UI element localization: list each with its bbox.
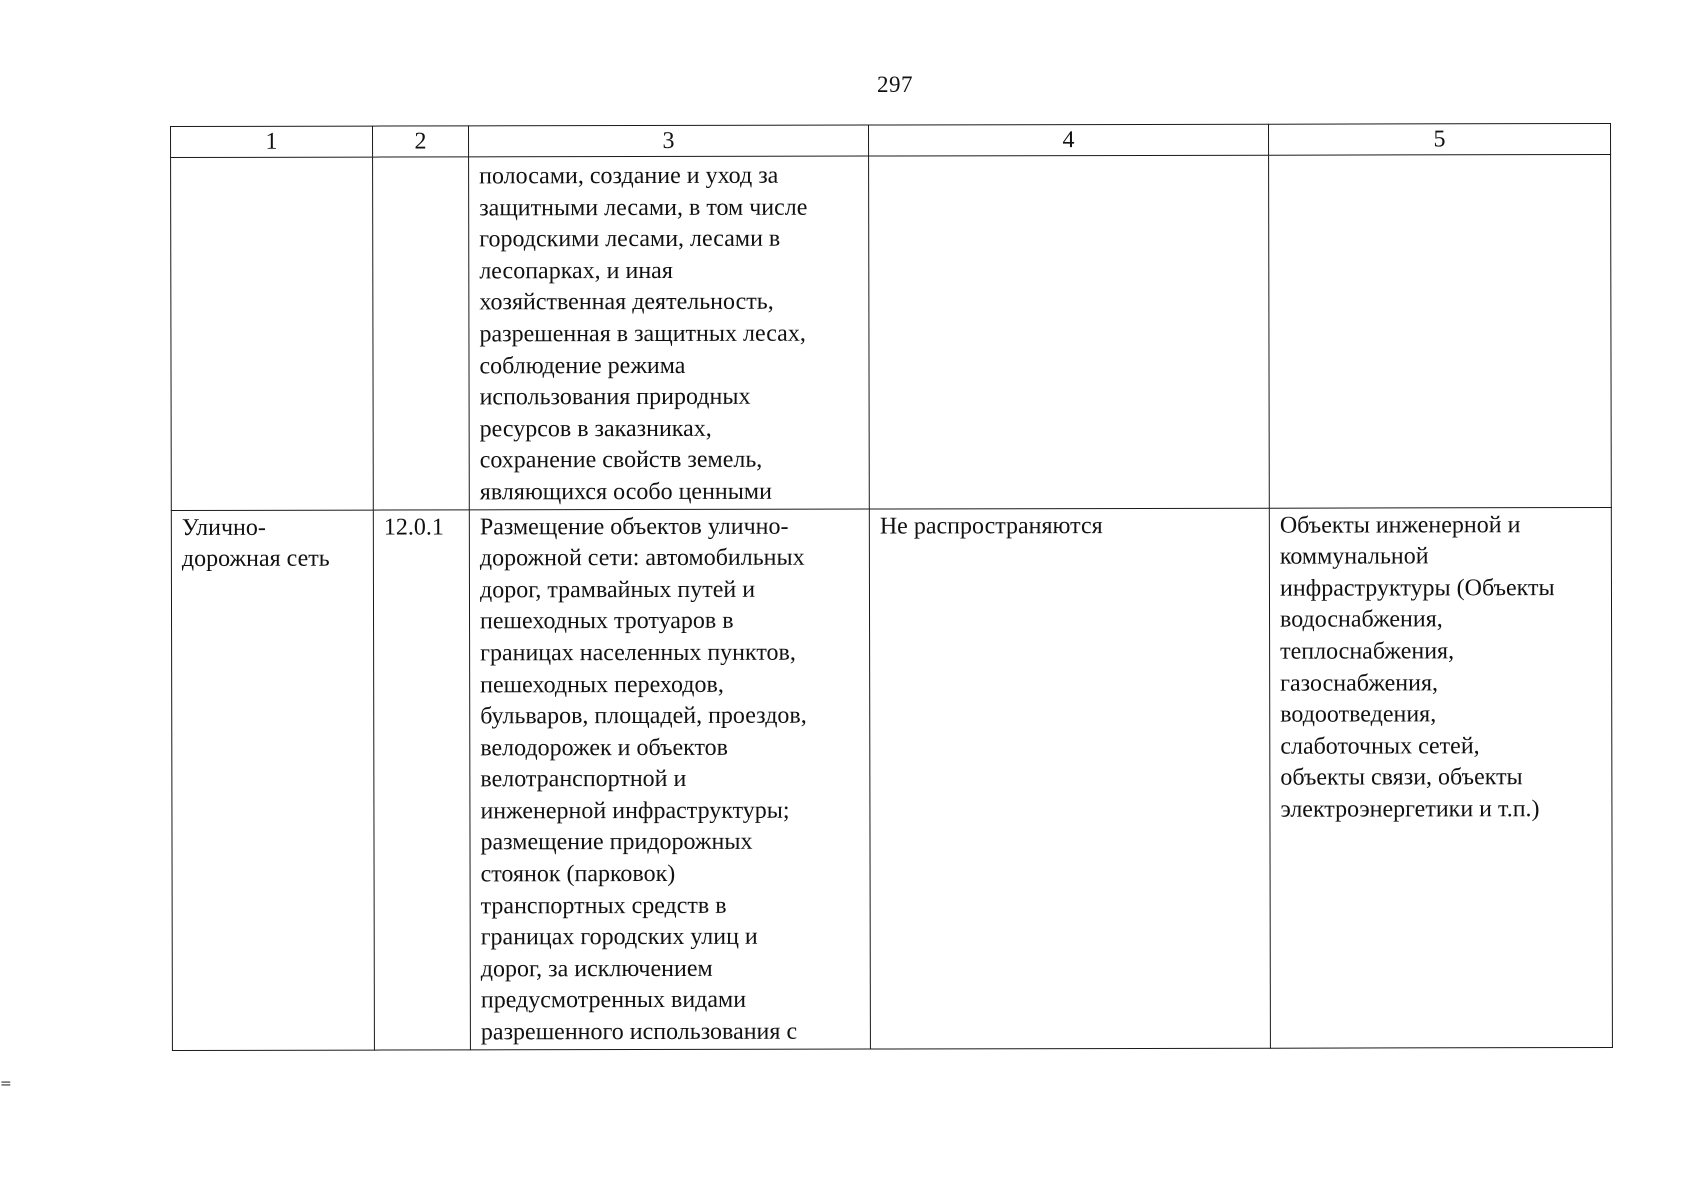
description-line: разрешенного использования с	[480, 1018, 798, 1046]
description-line: границах городских улиц и	[480, 924, 758, 951]
cont-col3-line: хозяйственная деятельность,	[479, 289, 774, 316]
auxiliary-line: объекты связи, объекты	[1280, 764, 1523, 791]
description-line: инженерной инфраструктуры;	[480, 797, 790, 825]
description-line: велодорожек и объектов	[480, 734, 729, 762]
cell-cont-col1	[171, 157, 374, 510]
description-line: предусмотренных видами	[480, 987, 747, 1014]
description-line: пешеходных тротуаров в	[480, 608, 734, 635]
auxiliary-line: электроэнергетики и т.п.)	[1280, 796, 1540, 823]
auxiliary-line: водоснабжения,	[1280, 606, 1443, 633]
header-col-2: 2	[373, 126, 469, 157]
cell-cont-col5	[1269, 154, 1612, 507]
use-name-line: дорожная сеть	[181, 545, 330, 573]
margin-mark: =	[0, 1076, 12, 1092]
cell-use-description	[469, 509, 870, 1050]
description-line: транспортных средств в	[480, 892, 727, 920]
use-name-line: Улично-	[181, 514, 266, 541]
auxiliary-line: коммунальной	[1279, 543, 1429, 570]
cell-auxiliary-uses	[1269, 507, 1612, 1048]
cell-restrictions: Не распространяются	[869, 508, 1270, 1049]
auxiliary-line: инфраструктуры (Объекты	[1279, 574, 1555, 602]
description-line: дорог, трамвайных путей и	[479, 576, 756, 604]
description-line: границах населенных пунктов,	[480, 639, 796, 667]
description-line: Размещение объектов улично-	[479, 513, 789, 540]
cont-col3-line: разрешенная в защитных лесах,	[479, 320, 806, 348]
cont-col3-line: соблюдение режима	[479, 352, 686, 379]
cont-col3-line: защитными лесами, в том числе	[479, 194, 808, 221]
header-col-3: 3	[469, 125, 869, 157]
auxiliary-line: Объекты инженерной и	[1279, 511, 1521, 539]
cont-col3-line: полосами, создание и уход за	[479, 162, 779, 190]
description-line: пешеходных переходов,	[480, 671, 724, 698]
description-line: дорожной сети: автомобильных	[479, 544, 805, 572]
cont-col3-line: ресурсов в заказниках,	[479, 415, 712, 443]
auxiliary-line: слаботочных сетей,	[1280, 732, 1480, 760]
zoning-table	[170, 123, 1613, 1051]
cell-cont-col2	[373, 157, 470, 510]
table-header-row	[171, 123, 1611, 157]
cell-use-name	[171, 510, 374, 1051]
description-line: дорог, за исключением	[480, 955, 713, 983]
cell-cont-col4	[869, 155, 1270, 508]
description-line: бульваров, площадей, проездов,	[480, 702, 807, 730]
header-col-4: 4	[868, 124, 1268, 156]
description-line: стоянок (парковок)	[480, 861, 676, 888]
table-row-continuation	[171, 154, 1612, 510]
cont-col3-line: лесопарках, и иная	[479, 257, 673, 285]
cont-col3-line: являющихся особо ценными	[479, 478, 772, 506]
description-line: размещение придорожных	[480, 829, 753, 856]
cell-use-code: 12.0.1	[373, 509, 470, 1049]
cont-col3-line: сохранение свойств земель,	[479, 447, 763, 474]
cont-col3-line: использования природных	[479, 383, 751, 411]
header-col-5: 5	[1268, 123, 1610, 155]
description-line: велотранспортной и	[480, 766, 687, 793]
table-row-street-network	[171, 507, 1612, 1050]
header-col-1: 1	[171, 126, 373, 157]
cell-cont-col3	[469, 156, 870, 509]
cont-col3-line: городскими лесами, лесами в	[479, 225, 781, 253]
auxiliary-line: водоотведения,	[1280, 701, 1437, 728]
auxiliary-line: теплоснабжения,	[1280, 638, 1455, 665]
auxiliary-line: газоснабжения,	[1280, 669, 1439, 697]
page-number: 297	[877, 72, 913, 97]
